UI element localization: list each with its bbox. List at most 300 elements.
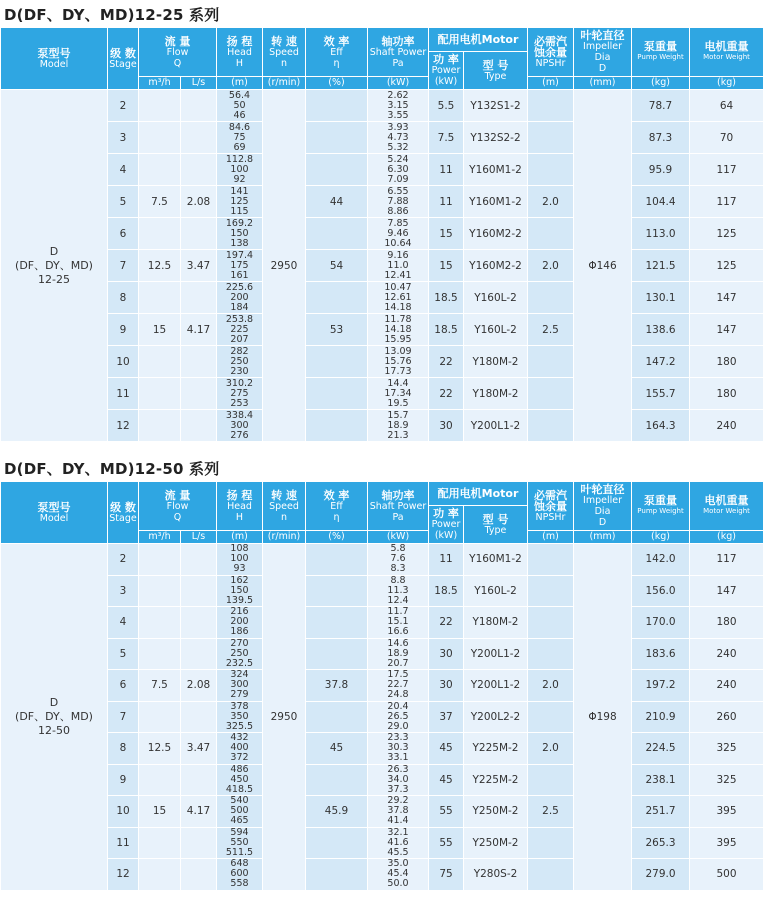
pump-weight-cell: 95.9: [632, 154, 690, 186]
header-flow-en: Flow: [166, 46, 189, 58]
motor-type-cell: Y132S2-2: [464, 122, 528, 154]
table-row: [1, 796, 763, 828]
head-cell: [217, 796, 263, 828]
eff-cell: [306, 859, 368, 891]
power-value: 8.8: [390, 575, 406, 586]
motor-power-cell: 22: [429, 607, 464, 639]
header-motor-power: [429, 506, 464, 544]
unit-flow-ls: L/s: [181, 77, 217, 90]
head-cell: [217, 575, 263, 607]
table-row: [1, 410, 763, 442]
flow-ls-cell: [181, 544, 217, 576]
header-model: [1, 28, 108, 90]
head-value: 150: [230, 584, 249, 596]
header-motor: [429, 28, 528, 52]
power-value: 7.85: [387, 217, 409, 229]
head-value: 648: [230, 858, 249, 870]
motor-power-cell: 7.5: [429, 122, 464, 154]
table-row: [1, 701, 763, 733]
header-head: [217, 482, 263, 531]
stage-cell: 4: [108, 154, 139, 186]
header-impeller: [574, 28, 632, 77]
power-value: 29.2: [387, 795, 409, 807]
power-value: 37.3: [387, 783, 409, 795]
motor-type-cell: Y280S-2: [464, 859, 528, 891]
head-value: 200: [230, 291, 249, 303]
pump-weight-cell: 170.0: [632, 607, 690, 639]
header-eff-sym: η: [333, 57, 340, 69]
eff-cell: [306, 544, 368, 576]
stage-cell: 11: [108, 378, 139, 410]
head-value: 418.5: [225, 783, 254, 795]
power-value: 6.55: [387, 185, 409, 197]
motor-weight-cell: 500: [690, 859, 763, 891]
unit-motor-weight: (kg): [690, 531, 763, 544]
motor-power-cell: 18.5: [429, 282, 464, 314]
head-value: 253: [230, 397, 249, 409]
motor-weight-cell: 180: [690, 607, 763, 639]
header-stage-en: Stage: [109, 58, 137, 70]
model-line-3: 12-50: [38, 723, 70, 737]
motor-weight-cell: 240: [690, 410, 763, 442]
stage-cell: 5: [108, 186, 139, 218]
header-motor-weight-zh: 电机重量: [704, 40, 749, 53]
npsh-cell: 2.0: [528, 670, 574, 702]
power-value: 20.4: [387, 701, 409, 712]
head-cell: [217, 764, 263, 796]
flow-m3h-cell: [139, 218, 181, 250]
motor-weight-cell: 395: [690, 796, 763, 828]
motor-power-cell: 18.5: [429, 314, 464, 346]
head-value: 325.5: [225, 720, 254, 732]
pump-weight-cell: 238.1: [632, 764, 690, 796]
header-stage: [108, 28, 139, 90]
spec-table: [0, 481, 763, 891]
power-value: 7.88: [387, 195, 409, 207]
motor-power-cell: 5.5: [429, 90, 464, 122]
header-pump-weight-zh: 泵重量: [644, 494, 677, 507]
header-motor-type: [464, 506, 528, 544]
flow-m3h-cell: [139, 764, 181, 796]
header-flow-zh: 流 量: [164, 34, 191, 48]
header-speed: [263, 482, 306, 531]
motor-weight-cell: 147: [690, 575, 763, 607]
motor-weight-cell: 180: [690, 378, 763, 410]
unit-npsh: (m): [528, 77, 574, 90]
power-value: 10.64: [384, 237, 412, 249]
power-value: 20.7: [387, 657, 409, 669]
header-stage: [108, 482, 139, 544]
head-value: 253.8: [225, 313, 254, 325]
stage-cell: 3: [108, 122, 139, 154]
head-value: 75: [233, 131, 246, 143]
table-row: [1, 154, 763, 186]
power-value: 33.1: [387, 752, 409, 764]
table-row: [1, 764, 763, 796]
npsh-cell: [528, 827, 574, 859]
header-impeller-en: Impeller Dia: [583, 495, 622, 517]
power-value: 21.3: [387, 429, 409, 441]
power-cell: [368, 701, 429, 733]
motor-weight-cell: 180: [690, 346, 763, 378]
power-value: 18.9: [387, 419, 409, 431]
flow-ls-cell: [181, 575, 217, 607]
header-impeller: [574, 482, 632, 531]
head-value: 141: [230, 185, 249, 197]
flow-m3h-cell: [139, 154, 181, 186]
pump-weight-cell: 210.9: [632, 701, 690, 733]
power-cell: [368, 378, 429, 410]
npsh-cell: [528, 90, 574, 122]
header-speed-en: Speed: [269, 46, 299, 58]
head-cell: [217, 90, 263, 122]
power-value: 12.4: [387, 594, 409, 606]
npsh-cell: [528, 638, 574, 670]
flow-ls-cell: [181, 122, 217, 154]
stage-cell: 9: [108, 764, 139, 796]
header-speed-sym: n: [280, 57, 288, 69]
head-value: 150: [230, 227, 249, 239]
header-motor-weight: [690, 482, 763, 531]
eff-cell: 53: [306, 314, 368, 346]
header-flow: [139, 28, 217, 77]
motor-weight-cell: 125: [690, 250, 763, 282]
header-impeller-zh: 叶轮直径: [580, 483, 625, 496]
power-value: 12.41: [384, 269, 412, 281]
stage-cell: 10: [108, 796, 139, 828]
header-speed-zh: 转 速: [271, 488, 297, 502]
power-cell: [368, 544, 429, 576]
speed-cell: 2950: [263, 544, 306, 891]
pump-weight-cell: 279.0: [632, 859, 690, 891]
motor-type-cell: Y160M1-2: [464, 154, 528, 186]
motor-power-cell: 37: [429, 701, 464, 733]
unit-pump-weight: (kg): [632, 531, 690, 544]
header-pump-weight-zh: 泵重量: [644, 40, 677, 53]
header-speed-en: Speed: [269, 500, 299, 512]
model-line-2: (DF、DY、MD): [15, 258, 93, 272]
header-stage-en: Stage: [109, 512, 137, 524]
power-value: 13.09: [384, 345, 412, 357]
head-value: 432: [230, 732, 249, 744]
power-value: 24.8: [387, 689, 409, 701]
motor-power-cell: 75: [429, 859, 464, 891]
flow-m3h-cell: [139, 701, 181, 733]
header-speed-zh: 转 速: [271, 34, 297, 48]
stage-cell: 10: [108, 346, 139, 378]
header-motor-power-unit: (kW): [434, 530, 458, 541]
power-cell: [368, 154, 429, 186]
flow-ls-cell: [181, 607, 217, 639]
speed-cell: 2950: [263, 90, 306, 442]
impeller-cell: Φ198: [574, 544, 632, 891]
motor-type-cell: Y160M1-2: [464, 544, 528, 576]
unit-flow-m3h: m³/h: [139, 77, 181, 90]
motor-power-cell: 11: [429, 154, 464, 186]
stage-cell: 3: [108, 575, 139, 607]
flow-ls-cell: [181, 827, 217, 859]
power-cell: [368, 575, 429, 607]
power-value: 11.78: [384, 313, 412, 325]
head-value: 139.5: [225, 594, 254, 606]
flow-ls-cell: [181, 638, 217, 670]
head-value: 310.2: [225, 377, 254, 389]
power-value: 35.0: [387, 858, 409, 870]
header-motor-power: [429, 52, 464, 90]
motor-power-cell: 22: [429, 346, 464, 378]
header-motor: [429, 482, 528, 506]
eff-cell: 37.8: [306, 670, 368, 702]
header-motor-zh: 配用电机Motor: [437, 33, 519, 46]
header-power-en: Shaft Power: [369, 500, 427, 512]
power-value: 41.6: [387, 836, 409, 848]
power-value: 2.62: [387, 89, 409, 101]
header-model-en: Model: [39, 58, 69, 70]
head-value: 46: [233, 109, 246, 121]
table-row: [1, 670, 763, 702]
motor-type-cell: Y200L1-2: [464, 410, 528, 442]
unit-impeller: (mm): [574, 531, 632, 544]
header-motor-power-unit: (kW): [434, 76, 458, 87]
motor-power-cell: 30: [429, 410, 464, 442]
header-npsh: [528, 28, 574, 77]
motor-type-cell: Y160L-2: [464, 575, 528, 607]
head-value: 450: [230, 773, 249, 785]
motor-type-cell: Y200L1-2: [464, 638, 528, 670]
unit-head: (m): [217, 531, 263, 544]
flow-m3h-cell: [139, 378, 181, 410]
npsh-cell: 2.5: [528, 796, 574, 828]
header-npsh-zh2: 蚀余量: [534, 45, 567, 59]
flow-m3h-cell: 12.5: [139, 250, 181, 282]
power-cell: [368, 670, 429, 702]
eff-cell: [306, 827, 368, 859]
header-motor-power-en: Power: [431, 519, 461, 530]
head-value: 216: [230, 606, 249, 618]
eff-cell: [306, 378, 368, 410]
header-flow-sym: Q: [173, 511, 182, 523]
unit-npsh: (m): [528, 531, 574, 544]
header-eff-en: Eff: [330, 46, 343, 58]
stage-cell: 2: [108, 90, 139, 122]
header-motor-weight: [690, 28, 763, 77]
power-value: 5.24: [387, 153, 409, 165]
header-head-zh: 扬 程: [226, 34, 253, 48]
flow-ls-cell: [181, 90, 217, 122]
head-value: 162: [230, 575, 249, 586]
flow-m3h-cell: [139, 410, 181, 442]
header-power-sym: Pa: [392, 511, 404, 523]
npsh-cell: [528, 154, 574, 186]
spec-table: [0, 27, 763, 442]
power-value: 12.61: [384, 291, 412, 303]
power-value: 15.95: [384, 333, 412, 345]
header-motor-weight-zh: 电机重量: [704, 494, 749, 507]
header-speed-sym: n: [280, 511, 288, 523]
power-cell: [368, 346, 429, 378]
model-line-1: D: [49, 244, 59, 258]
eff-cell: [306, 764, 368, 796]
head-cell: [217, 218, 263, 250]
motor-weight-cell: 117: [690, 154, 763, 186]
eff-cell: [306, 607, 368, 639]
eff-cell: [306, 638, 368, 670]
flow-m3h-cell: 15: [139, 796, 181, 828]
motor-type-cell: Y250M-2: [464, 796, 528, 828]
power-value: 23.3: [387, 732, 409, 744]
flow-ls-cell: [181, 410, 217, 442]
motor-type-cell: Y160L-2: [464, 282, 528, 314]
pump-weight-cell: 87.3: [632, 122, 690, 154]
head-value: 175: [230, 259, 249, 271]
power-value: 5.32: [387, 141, 409, 153]
header-power: [368, 482, 429, 531]
head-value: 540: [230, 795, 249, 807]
head-cell: [217, 701, 263, 733]
header-npsh-en: NPSHr: [535, 57, 566, 69]
header-motor-power-zh: 功 率: [433, 507, 459, 520]
npsh-cell: [528, 607, 574, 639]
head-value: 232.5: [225, 657, 254, 669]
model-cell: [1, 90, 108, 442]
header-motor-weight-en: Motor Weight: [703, 53, 750, 61]
table-row: [1, 218, 763, 250]
head-cell: [217, 607, 263, 639]
eff-cell: 45: [306, 733, 368, 765]
eff-cell: [306, 701, 368, 733]
motor-type-cell: Y225M-2: [464, 764, 528, 796]
motor-power-cell: 55: [429, 827, 464, 859]
flow-ls-cell: [181, 764, 217, 796]
head-value: 600: [230, 868, 249, 880]
table-row: [1, 314, 763, 346]
head-value: 93: [233, 563, 246, 575]
power-value: 8.86: [387, 205, 409, 217]
power-cell: [368, 90, 429, 122]
head-cell: [217, 122, 263, 154]
motor-power-cell: 55: [429, 796, 464, 828]
motor-weight-cell: 395: [690, 827, 763, 859]
unit-impeller: (mm): [574, 77, 632, 90]
npsh-cell: [528, 218, 574, 250]
head-value: 594: [230, 827, 249, 838]
header-pump-weight-en: Pump Weight: [637, 53, 684, 61]
pump-weight-cell: 78.7: [632, 90, 690, 122]
power-value: 17.5: [387, 669, 409, 681]
pump-weight-cell: 130.1: [632, 282, 690, 314]
header-pump-weight-en: Pump Weight: [637, 507, 684, 515]
power-value: 19.5: [387, 397, 409, 409]
flow-ls-cell: [181, 282, 217, 314]
pump-weight-cell: 265.3: [632, 827, 690, 859]
head-value: 558: [230, 878, 249, 890]
header-model: [1, 482, 108, 544]
pump-weight-cell: 156.0: [632, 575, 690, 607]
model-line-3: 12-25: [38, 272, 70, 286]
unit-pump-weight: (kg): [632, 77, 690, 90]
eff-cell: 45.9: [306, 796, 368, 828]
motor-type-cell: Y160M2-2: [464, 218, 528, 250]
power-value: 14.6: [387, 638, 409, 649]
motor-weight-cell: 147: [690, 314, 763, 346]
unit-flow-m3h: m³/h: [139, 531, 181, 544]
power-value: 6.30: [387, 163, 409, 175]
flow-ls-cell: [181, 218, 217, 250]
eff-cell: 44: [306, 186, 368, 218]
header-model-en: Model: [39, 512, 69, 524]
power-value: 7.09: [387, 173, 409, 185]
pump-weight-cell: 147.2: [632, 346, 690, 378]
npsh-cell: 2.0: [528, 250, 574, 282]
head-value: 100: [230, 553, 249, 565]
head-value: 50: [233, 99, 246, 111]
header-power-zh: 轴功率: [381, 34, 415, 48]
stage-cell: 12: [108, 859, 139, 891]
head-value: 230: [230, 365, 249, 377]
header-head: [217, 28, 263, 77]
header-speed: [263, 28, 306, 77]
header-head-sym: H: [235, 511, 244, 523]
head-value: 115: [230, 205, 249, 217]
npsh-cell: [528, 575, 574, 607]
series-title: D(DF、DY、MD)12-25 系列: [4, 6, 220, 24]
power-cell: [368, 607, 429, 639]
header-motor-type-zh: 型 号: [482, 512, 509, 526]
table-row: [1, 90, 763, 122]
header-eff: [306, 28, 368, 77]
motor-type-cell: Y132S1-2: [464, 90, 528, 122]
motor-power-cell: 45: [429, 733, 464, 765]
flow-m3h-cell: [139, 607, 181, 639]
head-value: 500: [230, 805, 249, 817]
motor-type-cell: Y200L1-2: [464, 670, 528, 702]
power-value: 11.3: [387, 584, 409, 596]
table-row: [1, 575, 763, 607]
flow-m3h-cell: 7.5: [139, 670, 181, 702]
header-motor-weight-en: Motor Weight: [703, 507, 750, 515]
motor-type-cell: Y160M2-2: [464, 250, 528, 282]
head-value: 275: [230, 387, 249, 399]
header-power-en: Shaft Power: [369, 46, 427, 58]
head-value: 100: [230, 163, 249, 175]
header-npsh-zh1: 必需汽: [534, 34, 567, 48]
power-cell: [368, 764, 429, 796]
power-value: 45.4: [387, 868, 409, 880]
power-value: 17.73: [384, 365, 412, 377]
header-power: [368, 28, 429, 77]
head-cell: [217, 346, 263, 378]
head-value: 511.5: [225, 846, 254, 858]
power-value: 37.8: [387, 805, 409, 817]
motor-weight-cell: 147: [690, 282, 763, 314]
head-value: 69: [233, 141, 246, 153]
head-cell: [217, 733, 263, 765]
header-head-en: Head: [227, 500, 252, 512]
motor-weight-cell: 240: [690, 638, 763, 670]
power-value: 11.7: [387, 606, 409, 618]
pump-weight-cell: 104.4: [632, 186, 690, 218]
head-value: 300: [230, 679, 249, 691]
power-value: 3.93: [387, 121, 409, 133]
head-value: 84.6: [228, 121, 251, 133]
head-value: 276: [230, 429, 249, 441]
power-value: 18.9: [387, 647, 409, 659]
flow-m3h-cell: [139, 544, 181, 576]
header-impeller-sym: D: [598, 63, 607, 74]
pump-weight-cell: 155.7: [632, 378, 690, 410]
unit-flow-ls: L/s: [181, 531, 217, 544]
motor-weight-cell: 260: [690, 701, 763, 733]
